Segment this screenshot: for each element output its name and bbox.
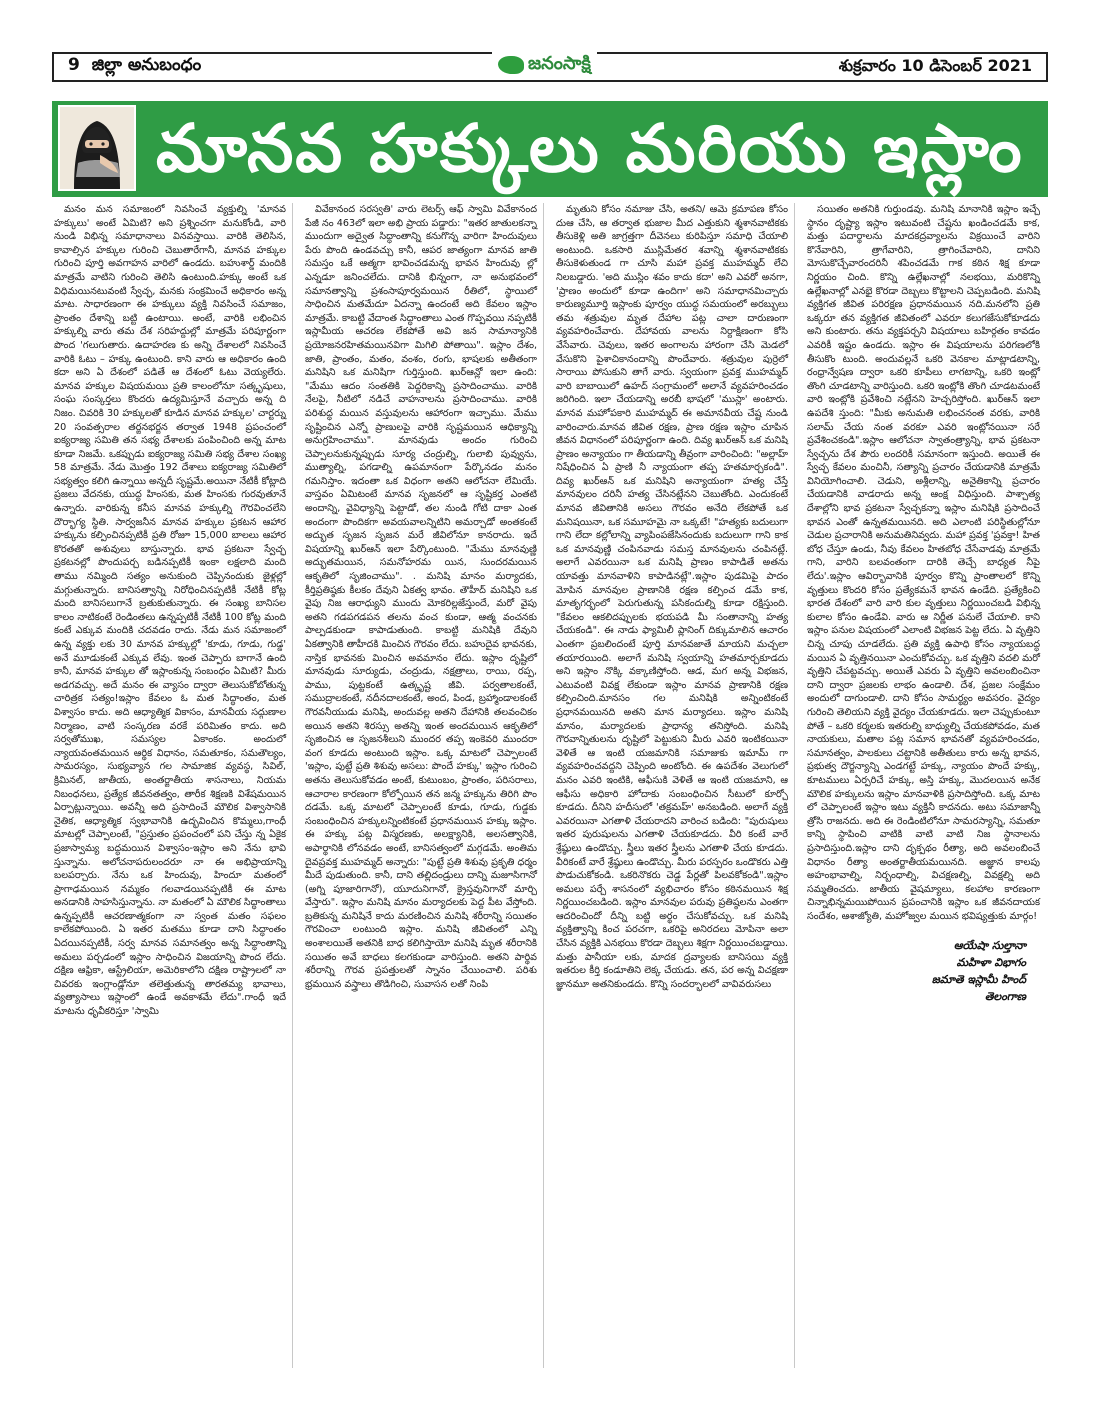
page-section [68,55,201,79]
article-column-4 [807,203,1046,1368]
title-banner [52,101,1048,197]
article-title: మానవ హక్కులు మరియు ఇస్లాం [156,110,1024,187]
author-role: మహిళా విభాగం [956,956,1026,970]
masthead-logo [492,52,597,78]
issue-date: శుక్రవారం 10 డిసెంబర్ 2021 [838,55,1032,75]
author-state: తెలంగాణ [984,990,1026,1004]
author-name: ఆయేషా సుల్తానా [953,939,1026,953]
logo-text: జనంసాక్షి [528,52,591,74]
author-org: జమాతె ఇస్లామీ హింద్ [931,973,1026,987]
article-column-1 [54,203,293,1368]
section-name: జిల్లా అనుబంధం [91,55,202,75]
column-3-text: మృతుని కోసం నమాజు చేసి, అతని/ ఆమె క్రమాపణ కోసం దుఆ చేసి, ఆ తర్వాత భుజాల మీద ఎత్తుకుని శ్మశానవాటికకు తీసుకెళ్లి అతి జాగ్రత్తగా దీవెనలు కురిపిస్తూ సమాధి చేయాలి అంటుంది. ఒకసారి ముస్లిమేతర శవాన్ని శ్మశానవాటికకు తీసుకెళుతుండ గా చూసి మహా ప్రవక్త ముహమ్మద్ లేచి నిలబడ్డారు. 'అది ముస్లిం శవం కాదు కదా' అని ఎవరో అనగా, 'ప్రాణం అందులో కూడా ఉందిగా' అని సమాధానమిచ్చారు కారుణ్యమూర్తి ఇస్లాంకు పూర్వం యుద్ధ సమయంలో అరబ్బులు తమ శత్రువుల మృత దేహాల పట్ల చాలా దారుణంగా వ్యవహరించేవారు. దేహావయ వాలను నిర్దాక్షిణంగా కోసి వేసేవారు. చెవులు, ఇతర అంగాలను హారంగా చేసి మెడలో వేసుకొని పైశాచికానందాన్ని పొందేవారు. శత్రువుల పుర్రెలో సారాయి పోసుకుని తాగే వారు. స్వయంగా ప్రవక్త ముహమ్మద్ వారి బాబాయిలో ఉహద్ సంగ్రామంలో అలానే వ్యవహరించడం జరిగింది. ఇలా చేయడాన్ని అరబీ భాషలో 'ముస్లా' అంటారు. మానవ మహోపకారి ముహమ్మద్ ఈ అమానవీయ చేష్ట నుండి వారించారు.మానవ జీవిత రక్షణ, ప్రాణ రక్షణ ఇస్లాం చూపిన జీవన విధానంలో పరిపూర్ణంగా ఉంది. దివ్య ఖుర్ఆన్ ఒక మనిషి ప్రాణం అన్యాయం గా తీయడాన్ని తీవ్రంగా వారించింది: "అల్లాహ్ నిషేధించిన ఏ ప్రాణి నీ న్యాయంగా తప్ప హతమార్చకండి". దివ్య ఖుర్ఆన్ ఒక మనిషిని అన్యాయంగా హత్య చేస్తే మానవులం దరినీ హత్య చేసినట్లేనని చెబుతోంది. ఎందుకంటే మానవ జీవితానికి అసలు గౌరవం అనేది లేకపోతే ఒక మనిషయినా, ఒక సమూహమై నా ఒక్కటే! "హత్యకు బదులుగా గాని లేదా కల్లోలాన్ని వ్యాపింపజేసినందుకు బదులుగా గాని కాక ఒక మానవుణ్ణి చంపినవాడు సమస్త మానవులను చంపినట్లే. అలాగే ఎవరయినా ఒక మనిషి ప్రాణం కాపాడితే అతను యావత్తు మానవాళిని కాపాడినట్లే".ఇస్లాం పుడమిపై పాదం మోపిన మానవుల ప్రాణానికి రక్షణ కల్పించ డమే కాక, మాతృగర్భంలో పెరుగుతున్న పసికందుల్ని కూడా రక్షిస్తుంది. "కేవలం ఆకలిదప్పులకు భయపడి మీ సంతానాన్ని హత్య చేయకండి". ఈ నాడు ఫ్యామిలీ ప్లానింగ్ దిక్కుమాలిన ఆచారం ఎంతగా ప్రబలిందంటే పూర్తి మానవజాతే మాయని మచ్చలా తయారయింది. అలాగే మనిషి స్వయాన్ని హతమార్చకూడదు అని ఇస్లాం నొక్కి వక్కాణిస్తోంది. ఆడ, మగ అన్న విభజన, ఎటువంటి వివక్ష లేకుండా ఇస్లాం మానవ ప్రాణానికి రక్షణ కల్పించింది.మానసం గల మనిషికి అన్నింటికంటే ప్రధానమయినది అతని మాన మర్యాదలు. ఇస్లాం మనిషి మానం, మర్యాదలకు ప్రాధాన్య తనిస్తోంది. మనిషి గౌరవాన్నితులను దృష్టిలో పెట్టుకుని మీరు ఎవరి ఇంటికయినా వెళితే ఆ ఇంటి యజమానికి సమాజుకు ఇమామ్ గా వ్యవహరించవద్దని చెప్పింది అంటోంది. ఈ ఉపదేశం వెలుగులో మనం ఎవరి ఇంటికి, ఆఫీసుకి వెళితే ఆ ఇంటి యజమాని, ఆ ఆఫీసు అధికారి హోదాకు సంబంధించిన సీటులో కూర్చో కూడదు. దీనిని హదీసులో 'తక్రమహ్' అనబడింది. అలాగే వ్యక్తి ఎవరయినా ఎగతాళి చేయరాదని వారించ బడింది: "పురుషులు ఇతర పురుషులను ఎగతాళి చేయకూడదు. వీరి కంటే వారే శ్రేష్ఠులు ఉండొచ్చు. స్త్రీలు ఇతర స్త్రీలను ఎగతాళి చేయ కూడదు. వీరికంటే వారే శ్రేష్ఠులు ఉండొచ్చు. మీరు పరస్పరం ఒండొకరు ఎత్తి పొడుచుకోకండి. ఒకరినొకరు చెడ్డ పేర్లతో పిలవకోకండి".ఇస్లాం అమలు పర్చే శాసనంలో వ్యభిచారం కోసం కఠినమయిన శిక్ష నిర్ణయించబడింది. ఇస్లాం మానవుల పరువు ప్రతిష్ఠలను ఎంతగా ఆదరించిందో దీన్ని బట్టి అర్థం చేసుకోవచ్చు. ఒక మనిషి వ్యక్తిత్వాన్ని కించ పరచగా, ఒకరిపై అనిరదలు మోపినా అలా చేసిన వ్యక్తికి ఎనభయి కొరడా దెబ్బలు శిక్షగా నిర్ణయించబడ్డాయి. మత్తు పానీయా లకు, మాదక ద్రవ్యాలకు బానిసయి వ్యక్తి ఇతరుల కీర్తి కండూతిని లెక్క చేయడు. తన, పర అన్న విచక్షణా జ్ఞానమూ అతనికుండదు. కొన్ని సందర్భాలలో వావివరుసలు [556,204,788,990]
author-signature [807,937,1040,1005]
column-4-text: సయితం అతనికి గుర్తుండవు. మనిషి మానానికి ఇస్లాం ఇచ్చే స్థానం దృష్ట్యా ఇస్లాం ఇటువంటి చేష్టను ఖండించడమే కాక, మత్తు పదార్థాలను మాదకద్రవ్యాలను విక్రయించే వారిని కొనేవారిని, త్రాగేవారిని, త్రాగించేవారిని, దానిని మోసుకొచ్చేవారందరినీ శపించడమే గాక కఠిన శిక్ష కూడా నిర్ణయం చింది. కొన్ని ఉల్లేఖనాల్లో నలభయి, మరికొన్ని ఉల్లేఖనాల్లో ఎనభై కొరడా దెబ్బలు కొట్టాలని చెప్పబడింది. మనిషి వ్యక్తిగత జీవిత పరిరక్షణ ప్రధానమయిన నది.మనలోని ప్రతి ఒక్కరూ తన వ్యక్తిగత జీవితంలో ఎవరూ కలుగజేసుకోకూడదు అని కుంటారు. తను వ్యక్తపర్చని విషయాలు బహిర్గతం కావడం ఎవరికీ ఇష్టం ఉండదు. ఇస్లాం ఈ విషయాలను పరిగణలోకి తీసుకొం టుంది. అందువల్లనే ఒకరి వెనకాల మాట్లాడటాన్ని, రంధ్రాన్వేషణ ద్వారా ఒకరి కూపీలు లాగటాన్ని, ఒకరి ఇంట్లో తొంగి చూడటాన్ని వారిస్తుంది. ఒకరి ఇంట్లోకి తొంగి చూడటమంటే వారి ఇంట్లోకి ప్రవేశించి నట్లేనని హెచ్చరిస్తోంది. ఖుర్ఆన్ ఇలా ఉపదేశి స్తుంది: "మీకు అనుమతి లభించనంత వరకు, వారికి సలామ్ చేయ నంత వరకూ ఎవరి ఇంట్లోనయినా సరే ప్రవేశించకండి".ఇస్లాం ఆలోచనా స్వాతంత్ర్యాన్ని, భావ ప్రకటనా స్వేచ్ఛను దేశ పౌరు లందరికీ సమానంగా ఇస్తుంది. అయితే ఈ స్వేచ్ఛ కేవలం మంచినీ, సత్యాన్ని ప్రచారం చేయడానికి మాత్రమే వినియోగించాలి. చెడుని, అశ్లీలాన్ని, అనైతికాన్ని ప్రచారం చేయడానికి వాడరాదు అన్న ఆంక్ష విధిస్తుంది. పాశ్చాత్య దేశాల్లోని భావ ప్రకటనా స్వేచ్ఛకన్నా ఇస్లాం మనిషికి ప్రసాదించే భావన ఎంతో ఉన్నతమయినది. అది ఎలాంటి పరిస్థితుల్లోనూ చెడుల ప్రచారానికి అనుమతినివ్వదు. మహా ప్రవక్త 'ప్రవక్తా! హిత బోధ చేస్తూ ఉండు, నీవు కేవలం హితబోధ చేసేవాడవు మాత్రమే గాని, వారిని బలవంతంగా దారికి తెచ్చే బాధ్యత నీపై లేదు'.ఇస్లాం ఆవిర్భావానికి పూర్వం కొన్ని ప్రాంతాలలో కొన్ని వృత్తులు కొందరి కోసం ప్రత్యేకమనే భావన ఉండేది. ప్రత్యేకించి భారత దేశంలో వారి వారి కుల వృత్తులు నిర్ణయించబడి విభిన్న కులాల కోసం ఉండేవి. వారు ఆ నిర్ణీత పనులే చేయాలి. కాని ఇస్లాం పనుల విషయంలో ఎలాంటి విభజన పెట్ట లేదు. ఏ వృత్తిని చిన్న చూపు చూడలేదు. ప్రతి వ్యక్తి ఉపాధి కోసం న్యాయబద్ధ మయిన ఏ వృత్తినయినా ఎంచుకోవచ్చు. ఒక వృత్తిని వదలి మరో వృత్తిని చేపట్టవచ్చు. అయితే ఎవరు ఏ వృత్తిని అవలంబించినా దాని ద్వారా ప్రజలకు లాభం ఉండాలి. దేశ, ప్రజల సంక్షేమం అందులో దాగుండాలి. దాని కోసం సామర్థ్యం అవసరం. వైద్యం గురించి తెలియని వ్యక్తి వైద్యం చేయకూడదు. ఇలా చెప్పుకుంటూ పోతే – ఒకరి కర్మలకు ఇతరుల్ని బాధ్యుల్ని చేయకపోవడం, మత నాయకులు, మతాల పట్ల సమాన భావనతో వ్యవహరించడం, సమానత్వం, పాలకులు చట్టానికి అతీతులు కారు అన్న భావన, ప్రభుత్వ దౌర్జన్యాన్ని ఎండగట్టే హక్కు, న్యాయం పొందే హక్కు, కూటములు ఏర్పరిచే హక్కు, అస్తి హక్కు, మొదలయిన అనేక మౌలిక హక్కులను ఇస్లాం మానవాళికి ప్రసాదిస్తోంది. ఒక్క మాట లో చెప్పాలంటే ఇస్లాం ఇటు వ్యక్తినీ కాదనదు. అటు సమాజాన్నీ త్రోసి రాజనదు. అది ఈ రెండింటిలోనూ సామరస్యాన్ని, సమతూ కాన్ని స్థాపించి వాటికి వాటి వాటి నిజ స్థానాలను ప్రసాదిస్తుంది.ఇస్లాం దాని దృక్పథం రీత్యా, అది అవలంబించే విధానం రీత్యా అంతర్జాతీయమయినది. అజ్ఞాన కాలపు అహంభావాల్ని, నిర్బంధాల్ని, విచక్షణల్ని, వివక్షల్ని అది సమ్మతించదు. జాతీయ వైషమ్యాలు, కలహాల కారణంగా చిన్నాభిన్నమయిపోయిన ప్రపంచానికి ఇస్లాం ఒక జీవనదాయక సందేశం, ఆశాజ్యోతి, మహోజ్వల మయిన భవిష్యత్తుకు మార్గం! [807,204,1040,922]
author-photo [58,105,136,191]
article-column-2 [305,203,544,1368]
author-portrait-icon [60,107,134,189]
article-body [54,203,1046,1368]
column-2-text: వివేకానంద సరస్వతి' వారు లెటర్స్ ఆఫ్ స్వామి వివేకానంద పేజీ నం 463లో ఇలా అభి ప్రాయ పడ్డారు: "ఇతర జాతులకన్నా ముందుగా అద్వైత సిద్ధాంతాన్ని కనుగొన్న వారిగా హిందువులు పేరు పొంది ఉండవచ్చు కానీ, ఆపర జాత్యంగా మానవ జాతి సమస్తం ఒకే ఆత్మగా భావించడమన్న భావన హిందువు ల్లో ఎన్నడూ జనించలేదు. దానికి భిన్నంగా, నా అనుభవంలో సమానత్వాన్ని ప్రశంసాపూర్వమయిన రీతిలో, స్థాయిలో సాధించిన మతమేదూ ఏదన్నా ఉందంటే అది కేవలం ఇస్లాం మాత్రమే. కాబట్టి వేదాంత సిద్ధాంతాలు ఎంత గొప్పవయి నప్పటికీ ఇస్లామీయ ఆచరణ లేకపోతే అవి జన సామాన్యానికి ప్రయోజనరహితమయినవిగా మిగిలి పోతాయి". ఇస్లాం దేశం, జాతి, ప్రాంతం, మతం, వంశం, రంగు, భాషలకు అతీతంగా మనిషిని ఒక మనిషిగా గుర్తిస్తుంది. ఖుర్ఆన్లో ఇలా ఉంది: "మేము ఆదం సంతతికి పెద్దరికాన్ని ప్రసాదించాము. వారికి నేలపై, నీటిలో నడిచే వాహనాలను ప్రసాదించాము. వారికి పరిశుద్ధ మయిన వస్తువులను ఆహారంగా ఇచ్చాము. మేము సృష్టించిన ఎన్నో ప్రాణులపై వారికి సృష్టమయిన ఆధిక్యాన్ని అనుగ్రహించాము". మానవుడు అందం గురించి చెప్పాలనుకున్నప్పుడు సూర్య చంద్రుల్ని, గులాబి పువ్వును, ముత్యాల్ని, పగడాల్ని ఉపమానంగా పేర్కొనడం మనం గమనిస్తాం. ఇదంతా ఒక విధంగా అతని ఆలోచనా లేమియే. వాస్తవం ఏమిటంటే మానవ సృజనలో ఆ సృష్టికర్త ఎంతటి అందాన్ని, వైవిధ్యాన్ని పెట్టాడో, తల నుండి గోటి దాకా ఎంత అందంగా పొందికగా అవయవాలన్నిటిని అమర్చాడో అంతకంటే అద్భుత సృజన సృజన మరే జీవిలోనూ కానరాదు. ఇదే విషయాన్ని ఖుర్ఆన్ ఇలా పేర్కొంటుంది. "మేము మానవుణ్ణి అద్భుతమయిన, సమనోహరమ యిన, సుందరమయిన ఆకృతిలో సృజించాము". . మనిషి మానం మర్యాదకు, కీర్తిప్రతిష్ఠకు కీలకం దేవుని ఏకత్వ భావం. తౌహీద్ మనిషిని ఒక వైపు నిజ ఆరాధ్యుని ముందు మోకరిల్లజేస్తుందే, మరో వైపు అతని గడపగడపన తలను వంచ కుండా, ఆత్మ వంచనకు పాల్పడకుండా కాపాడుతుంది. కాబట్టి మనిషికి దేవుని ఏకత్వానికి తాహీదకి మించిన గౌరవం లేదు. బహుదైవ భావనకు, నాస్తిక భావనకు మించిన అవమానం లేదు. ఇస్లాం దృష్టిలో మానవుడు సూర్యుడు, చంద్రుడు, నక్షత్రాలు, రాయి, రప్ప, పాము, పుట్టకంటే ఉత్కృష్ట జీవి. పర్వతాలకంటే, సముద్రాలకంటే, నదీనదాలకంటే, అంద, పిండ, బ్రహ్మాండాలకంటే గౌరవనీయుడు మనిషి, అందువల్ల అతని దేహానికి తలవంచికం అయిన అతని శిరస్సు అతన్ని ఇంత అందమయిన ఆకృతిలో సృజించిన ఆ సృజనశీలుని ముందర తప్ప ఇంకెవరి ముందరా వంగ కూడదు అంటుంది ఇస్లాం. ఒక్క మాటలో చెప్పాలంటే 'ఇస్లాం, పుట్టే ప్రతి శిశువు అసలు: పొందే హక్కు' ఇస్లాం గురించి అతను తెలుసుకోవడం అంటే, కుటుంబం, ప్రాంతం, పరిసరాలు, ఆచారాల కారణంగా కోల్పోయిన తన జన్మ హక్కును తిరిగి పొం దడమే. ఒక్క మాటలో చెప్పాలంటే కూడు, గూడు, గుడ్డకు సంబంధించిన హక్కులన్నింటికంటే ప్రధానమయిన హక్కు ఇస్లాం. ఈ హక్కు పట్ల విస్మరణకు, అలక్ష్యానికి, అలసత్వానికి, అపార్థానికి లోనవడం అంటే, బానిసత్వంలో మగ్గడమే. అంతిమ దైవప్రవక్త ముహమ్మద్ అన్నారు: "పుట్టే ప్రతి శిశువు ప్రకృతి ధర్మం మీదే పుడుతుంది. కానీ, దాని తల్లిదండ్రులు దాన్ని మజూసిగానో (అగ్ని పూజారిగానో), యూదునిగానో, క్రైస్తవునిగానో మార్చి వేస్తారు". ఇస్లాం మనిషి మానం మర్యాదలకు పెద్ద పీట వేస్తోంది. బ్రతికున్న మనిషినే కాదు మరణించిన మనిషి శరీరాన్ని సయితం గౌరవించా లంటుంది ఇస్లాం. మనిషి జీవితంలో ఎన్ని అంశాలయితే అతనికి బాధ కలిగిస్తాయో మనిషి మృత శరీరానికి సయితం అవే బాధలు కలగకుండా వారిస్తుంది. అతని పార్థివ శరీరాన్ని గౌరవ ప్రపత్తులతో స్నానం చేయించాలి. పరిశు భ్రమయిన వస్త్రాలు తొడిగించి, సువాసన లతో నింపి [305,204,537,990]
page-number: 9 [68,55,80,75]
logo-icon [498,56,524,74]
column-1-text: మనం మన సమాజంలో నివసించే వ్యక్తుల్ని 'మానవ హక్కులు' అంటే ఏమిటి? అని ప్రశ్నించగా మనుకోండి, వారి నుండి విభిన్న సమాధానాలు వినవస్తాయి. వారికి తెలిసిన, కావాల్సిన హక్కుల గురించి చెబుతారేగానీ, మానవ హక్కుల గురించి పూర్తి అవగాహన వారిలో ఉండదు. బహుశార్డ్ మందికి మాత్రమే వాటిని గురించి తెలిసి ఉంటుంది.హక్కు అంటే ఒక విధిమయినటువంటి స్వేచ్ఛ, మనకు సంక్రమించే అధికారం అన్న మాట. సాధారణంగా ఈ హక్కులు వ్యక్తి నివసించే సమాజం, ప్రాంతం దేశాన్ని బట్టి ఉంటాయి. అంటే, వారికి లభించిన హక్కుల్ని వారు తమ దేశ సరిహద్దుల్లో మాత్రమే పరిపూర్ణంగా పొంద 'గలుగుతారు. ఉదాహరణ కు అన్ని దేశాలలో నివసించే వారికి ఓటు – హక్కు ఉంటుంది. కాని వారు ఆ అధికారం ఉంది కదా అని ఏ దేశంలో పడితే ఆ దేశంలో ఓటు వెయ్యలేరు. మానవ హక్కుల విషయమయి ప్రతి కాలంలోనూ సత్కృషులు, సంఘ సంస్కర్తలు కొందరు ఉద్యమిస్తూనే వచ్చారు అన్న ది నిజం. చివరికి 30 హక్కులతో కూడిన మానవ హక్కుల' చార్టర్ను 20 సంవత్సరాల తర్జనభర్జన తర్వాత 1948 ప్రపంచంలో ఐక్యరాజ్య సమితి తన సభ్య దేశాలకు పంపించింది అన్న మాట కూడా నిజమే. ఒకప్పుడు ఐక్యరాజ్య సమితి సభ్య దేశాల సంఖ్య 58 మాత్రమే. నేడు మొత్తం 192 దేశాలు ఐక్యరాజ్య సమితిలో సభ్యత్వం కలిగి ఉన్నాయి అన్నదీ సృష్టమే.అయినా నేటికీ కోట్లాది ప్రజలు వేదనకు, యుద్ధ హింసకు, మత హింసకు గురవుతూనే ఉన్నారు. వారికున్న కనీస మానవ హక్కుల్ని గౌరవించలేని దౌర్భాగ్య స్థితి. సార్వజనీన మానవ హక్కుల ప్రకటన ఆహార హక్కును కల్పించినప్పటికీ ప్రతి రోజూ 15,000 బాలలు ఆహార కొరతతో అశువులు బాస్తున్నారు. భావ ప్రకటనా స్వేచ్ఛ ప్రకటనల్లో పొందుపర్చ బడినప్పటికీ ఇంకా లక్షలాది మంది తాము నమ్మింది సత్యం అనుకుంది చెప్పినందుకు జైళ్లల్లో మగ్గుతున్నారు. బానిసత్వాన్ని నిరోధించినప్పటికీ నేటికీ కోట్ల మంది బానిసలుగానే బ్రతుకుతున్నారు. ఈ సంఖ్య బానిసల కాలం నాటికంటే రెండింతలు ఉన్నప్పటికీ నేటికీ 100 కోట్ల మంది కంటే ఎక్కువ మందికి చదవడం రాదు. నేడు మన సమాజంలో ఉన్న వ్యక్తు లకు 30 మానవ హక్కుల్లో 'కూడు, గూడు, గుడ్డ' అనే మూడుకంటే ఎక్కువ లేవు. ఇంత చెప్పారు బాగానే ఉంది కానీ, మానవ హక్కుల తో ఇస్లాంకున్న సంబంధం ఏమిటి? మీరు అడగవచ్చు. అదే మనం ఈ వ్యాసం ద్వారా తెలుసుకోబోతున్న చారిత్రక సత్యం!ఇస్లాం కేవలం ఓ మత సిద్ధాంతం, మత విశ్వాసం కాదు. అది ఆధ్యాత్మిక వికాసం, మానవీయ సద్గుణాల నిర్మాణం, వాటి సంస్కరణ వరకే పరిమితం కాదు. అది సర్వతోముఖ, సమస్యల ఏకాంకం. అందులో న్యాయవంతమయిన ఆర్థిక విధానం, సమతూకం, సమతౌల్యం, సామరస్యం, సుభ్యవ్యాన గల సామాజిక వ్యవస్థ, సివిల్, క్రిమినల్, జాతీయ, అంతర్జాతీయ శాసనాలు, నియమ నిబంధనలు, ప్రత్యేక జీవనతత్వం, తారీక శిక్షణకి విశేషమయిన ఏర్పాట్లున్నాయి. అవన్నీ అది ప్రసాదించే మౌలిక విశ్వాసానికి నైతిక, ఆధ్యాత్మిక స్వభావానికి ఉద్భవించిన కొమ్మలు,గాంధీ మాటల్లో చెప్పాలంటే, "ప్రస్తుతం ప్రపంచంలో పని చేస్తు న్న ఏకైక ప్రజాస్వామ్య బద్ధమయిన విశ్వాసం-ఇస్లాం అని నేను భావి స్తున్నాను. అలోచనాపరులందరూ నా ఈ అభిప్రాయాన్ని బలపర్చారు. నేను ఒక హిందువు, హిందూ మతంలో ప్రాగాఢమయిన నమ్మకం గలవాడయినప్పటికీ ఈ మాట అనడానికి సాహసిస్తున్నాను. నా మతంలో ఏ మౌలిక సిద్ధాంతాలు ఉన్నప్పటికీ ఆచరణాత్మకంగా నా స్వంత మతం సఫలం కాలేకపోయింది. ఏ ఇతర మతము కూడా దాని సిద్ధాంతం ఏదయినప్పటికీ, సర్వ మానవ సమానత్వం అన్న సిద్ధాంతాన్ని అమలు పర్చడంలో ఇస్లాం సాధించిన విజయాన్ని పొంద లేదు. దక్షిణ ఆఫ్రికా, ఆస్ట్రేలియా, అమెరికాలోని దక్షిణ రాష్ట్రాలలో నా చివరకు ఇంగ్లాండ్లోనూ తలెత్తుతున్న తారతమ్య భావాలు, వ్యత్యాసాలు ఇస్లాంలో ఉండే అవకాశమే లేదు".గాంధీ ఇదే మాటను ధృవీకరిస్తూ 'స్వామి [54,204,286,1018]
article-column-3 [556,203,795,1368]
